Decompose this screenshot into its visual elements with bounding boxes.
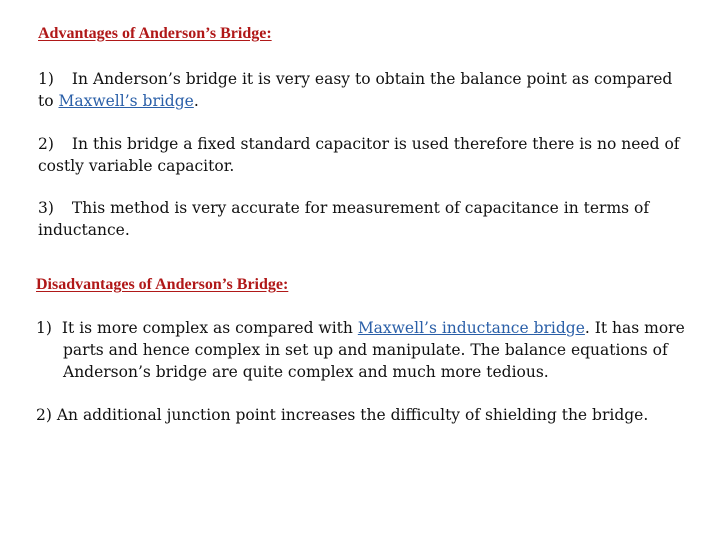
advantage-item-2-number: 2) [38,135,54,153]
disadvantage-item-2: 2) An additional junction point increases the difficulty of shielding the bridge. [36,406,649,424]
advantage-item-3 [38,197,649,241]
advantage-item-2-line-2: costly variable capacitor. [38,157,235,175]
advantage-item-3-number: 3) [38,199,54,217]
disadvantage-item-1-suffix: . It has more [584,319,685,337]
disadvantage-item-1-prefix: It is more complex as compared with [61,319,358,337]
disadvantages-heading: Disadvantages of Anderson’s Bridge: [36,276,289,293]
advantage-item-2 [38,133,680,177]
advantage-item-3-text: This method is very accurate for measurement of capacitance in terms of [71,199,650,217]
advantage-item-1-prefix: to [38,92,59,110]
advantage-item-1-line-2 [38,90,672,112]
advantage-item-3-line-2: inductance. [38,221,130,239]
advantage-item-1-suffix: . [193,92,199,110]
advantage-item-3-line-1 [38,197,649,219]
advantage-item-2-line-1 [38,133,680,155]
advantage-item-1 [38,68,672,112]
maxwells-bridge-link[interactable]: Maxwell’s bridge [58,92,194,110]
disadvantage-item-1-line-1 [36,317,685,339]
advantage-item-1-number: 1) [38,70,54,88]
maxwells-inductance-bridge-link[interactable]: Maxwell’s inductance bridge [357,319,585,337]
disadvantage-item-1 [36,317,685,383]
advantage-item-1-text: In Anderson’s bridge it is very easy to obtain the balance point as compared [71,70,673,88]
disadvantage-item-1-line-3: Anderson’s bridge are quite complex and much more tedious. [63,363,549,381]
disadvantage-item-1-line-2: parts and hence complex in set up and manipulate. The balance equations of [63,341,668,359]
disadvantage-item-1-number: 1) [36,319,52,337]
advantages-heading: Advantages of Anderson’s Bridge: [38,25,272,42]
advantage-item-1-line-1 [38,68,672,90]
advantage-item-2-text: In this bridge a fixed standard capacitor is used therefore there is no need of [71,135,680,153]
